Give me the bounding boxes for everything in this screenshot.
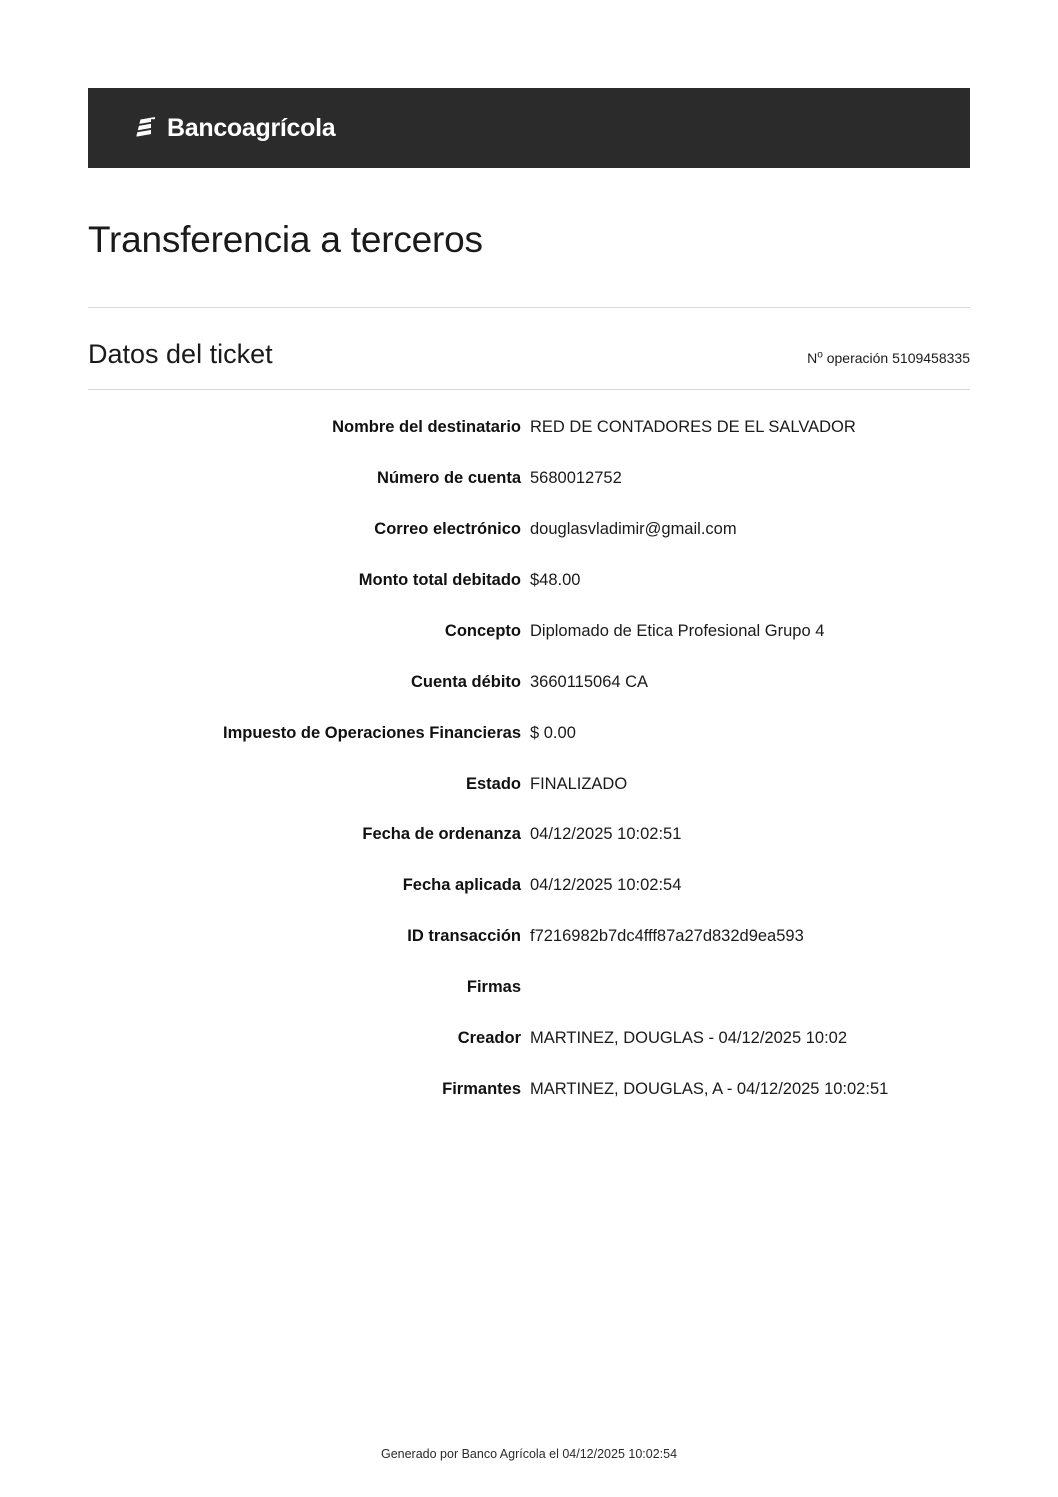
field-value: 04/12/2025 10:02:51: [530, 825, 682, 844]
field-label: Número de cuenta: [377, 469, 521, 487]
field-value: FINALIZADO: [530, 774, 628, 793]
field-value: RED DE CONTADORES DE EL SALVADOR: [530, 418, 856, 437]
field-value: MARTINEZ, DOUGLAS, A - 04/12/2025 10:02:51: [530, 1080, 889, 1099]
operation-prefix: N: [807, 349, 818, 366]
page-title: Transferencia a terceros: [88, 219, 483, 260]
field-row: [88, 925, 970, 949]
field-row: [88, 416, 970, 440]
field-row: [88, 722, 970, 746]
section-header: [88, 308, 970, 370]
field-row: [88, 874, 970, 898]
operation-ordinal-superscript: o: [817, 349, 823, 361]
field-value: 3660115064 CA: [530, 672, 649, 691]
field-value: 04/12/2025 10:02:54: [530, 876, 682, 895]
field-label: Monto total debitado: [358, 570, 521, 589]
field-row: [88, 467, 970, 491]
bancoagricola-stripes-icon: [134, 116, 158, 141]
field-label: Cuenta débito: [411, 672, 521, 691]
field-label: Fecha de ordenanza: [362, 825, 521, 844]
field-value: f7216982b7dc4fff87a27d832d9ea593: [530, 927, 804, 946]
field-row: [88, 1078, 970, 1102]
field-label: Creador: [457, 1029, 521, 1048]
section-title: Datos del ticket: [88, 338, 273, 369]
ticket-fields-list: [88, 390, 970, 1102]
field-value: douglasvladimir@gmail.com: [530, 519, 737, 538]
brand-header-bar: [88, 88, 970, 168]
field-label: Nombre del destinatario: [332, 418, 521, 437]
field-label: Correo electrónico: [374, 519, 521, 538]
field-label: Firmas: [466, 978, 521, 997]
field-label: Firmantes: [442, 1080, 521, 1099]
field-row: [88, 773, 970, 797]
page-footer: Generado por Banco Agrícola el 04/12/2025 10:02:54: [380, 1447, 678, 1461]
field-row: [88, 976, 970, 1000]
field-row: [88, 671, 970, 695]
operation-value: 5109458335: [892, 349, 970, 366]
field-label: Concepto: [444, 621, 521, 640]
operation-label: operación: [822, 349, 893, 366]
field-label: Fecha aplicada: [402, 876, 521, 895]
receipt-content: [88, 88, 970, 1129]
field-label: ID transacción: [407, 927, 521, 946]
field-row: [88, 569, 970, 593]
field-value: MARTINEZ, DOUGLAS - 04/12/2025 10:02: [530, 1029, 848, 1048]
brand-lockup: [134, 114, 335, 143]
field-label: Impuesto de Operaciones Financieras: [222, 723, 521, 742]
field-row: [88, 823, 970, 847]
field-value: $ 0.00: [530, 723, 576, 742]
field-value: Diplomado de Etica Profesional Grupo 4: [530, 621, 825, 640]
field-row: [88, 518, 970, 542]
field-value: $48.00: [530, 570, 581, 589]
field-label: Estado: [465, 774, 521, 793]
brand-name: Bancoagrícola: [167, 113, 336, 142]
field-value: 5680012752: [530, 469, 622, 487]
operation-number: [807, 350, 970, 366]
field-row: [88, 620, 970, 644]
field-row: [88, 1027, 970, 1051]
